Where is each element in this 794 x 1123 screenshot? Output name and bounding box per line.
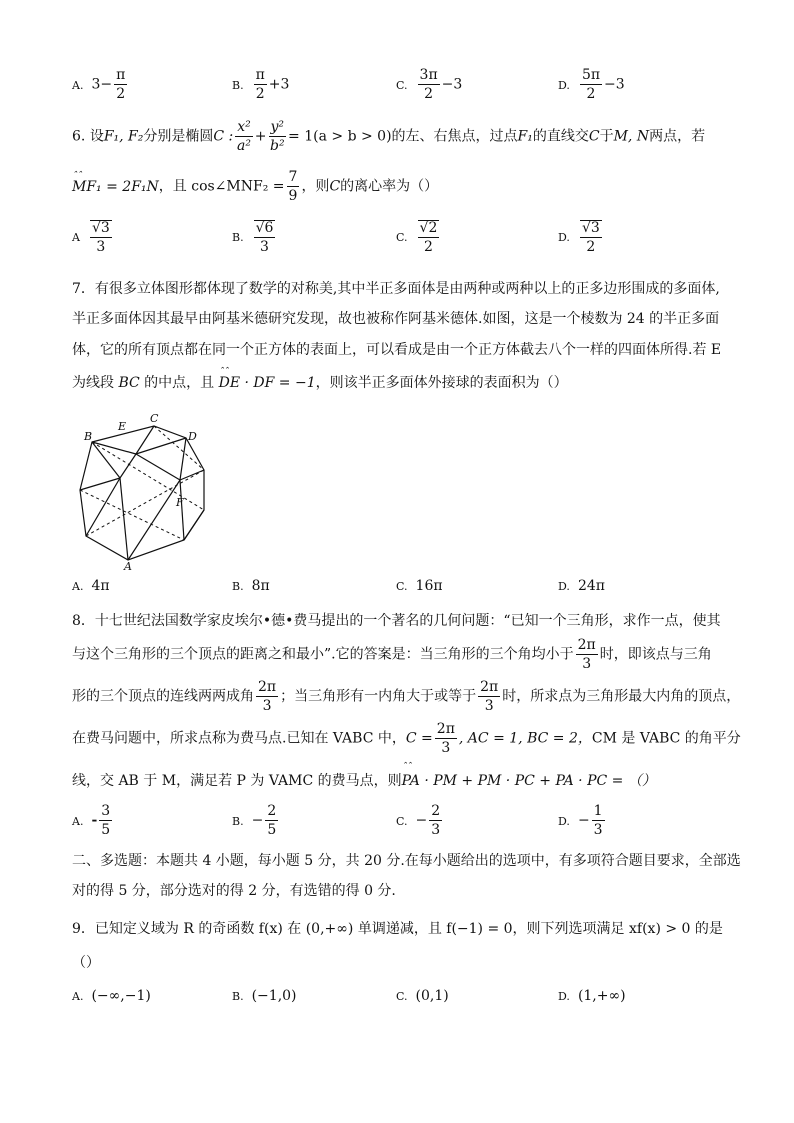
q8-option-c: C. − $\frac{2}{3}$ [396,803,441,838]
q8-option-b: B. − $\frac{2}{5}$ [232,803,277,838]
fraction: $\frac{2}{3}$ [431,803,441,838]
q9-option-a: A. (−∞,−1) [72,988,151,1004]
fraction: $\frac{√3}{2}$ [581,220,600,255]
q7-line-2: 半正多面体因其最早由阿基米德研究发现，故也被称作阿基米德体.如图，这是一个棱数为 24 的半正多面 [72,311,720,327]
fraction: $\frac{√6}{3}$ [255,220,274,255]
q9-line-1: 9．已知定义域为 R 的奇函数 f(x) 在 (0,+∞) 单调递减，且 f(−1) = 0，则下列选项满足 xf(x) > 0 的是 [72,921,723,937]
fraction: $\frac{2\pi}{3}$ [258,679,277,714]
q7-option-c: C. 16π [396,578,443,594]
fraction: $\frac{7}{9}$ [288,169,298,204]
label-E: E [118,420,127,433]
fraction: $\frac{1}{3}$ [593,803,603,838]
q6-option-b: B. $\frac{√6}{3}$ [232,220,274,255]
q6-option-c: C. $\frac{√2}{2}$ [396,220,438,255]
fraction: $\frac{√2}{2}$ [419,220,438,255]
fraction: $\frac{5\pi}{2}$ [581,67,601,102]
q7-line-3: 体，它的所有顶点都在同一个正方体的表面上，可以看成是由一个正方体截去八个一样的四面体所得.若 E [72,342,722,358]
label-F: F [176,496,184,509]
section-2-heading-line-2: 对的得 5 分，部分选对的得 2 分，有选错的得 0 分. [72,883,396,899]
q5-option-d: D. $\frac{5\pi}{2}$ −3 [558,67,625,102]
q8-line-2: 与这个三角形的三个顶点的距离之和最小”.它的答案是：当三角形的三个角均小于 $\frac{2\pi}{3}$ 时，即该点与三角 [72,637,712,672]
q8-option-d: D. − $\frac{1}{3}$ [558,803,603,838]
q6-option-d: D. $\frac{√3}{2}$ [558,220,600,255]
polyhedron-figure [76,410,216,570]
fraction: $\frac{\text{x²}}{\text{a²}}$ [237,119,251,154]
label-D: D [188,430,197,443]
q5-option-c: C. $\frac{3\pi}{2}$ −3 [396,67,463,102]
fraction: $\frac{3\pi}{2}$ [419,67,438,102]
q5-option-b: B. $\frac{\pi}{2}$ +3 [232,67,290,102]
q9-option-c: C. (0,1) [396,988,449,1004]
fraction: $\frac{\pi}{2}$ [255,67,265,102]
q7-option-d: D. 24π [558,578,605,594]
q8-line-4: 在费马问题中，所求点称为费马点.已知在 VABC 中，C = $\frac{2\pi}{3}$ , AC = 1, BC = 2，CM 是 VABC 的角平分 [72,721,741,756]
fraction: $\frac{2\pi}{3}$ [577,637,596,672]
fraction: $\frac{2\pi}{3}$ [480,679,499,714]
q8-line-3: 形的三个顶点的连线两两成角 $\frac{2\pi}{3}$ ；当三角形有一内角大于或等于 $\frac{2\pi}{3}$ 时，所求点为三角形最大内角的顶点， [72,679,741,714]
q6-option-a: A $\frac{√3}{3}$ [72,220,110,255]
fraction: $\frac{\pi}{2}$ [116,67,126,102]
fraction: $\frac{√3}{3}$ [91,220,110,255]
q8-option-a: A. - $\frac{3}{5}$ [72,803,111,838]
fraction: $\frac{2\pi}{3}$ [436,721,455,756]
q5-option-a: A. 3− $\frac{\pi}{2}$ [72,67,126,102]
section-2-heading-line-1: 二、多选题：本题共 4 小题，每小题 5 分，共 20 分.在每小题给出的选项中，有多项符合题目要求，全部选 [72,853,741,869]
q7-option-a: A. 4π [72,578,110,594]
label-A: A [124,560,132,570]
q6-line-1: 6. 设F₁, F₂分别是椭圆C : $\frac{\text{x²}}{\text{a²}}$ + $\frac{\text{y²}}{\text{b²}}$ = 1(a > b > 0)的左、右焦点，过点F₁的直线交C于M, N两点，若 [72,119,706,154]
label-B: B [84,430,93,443]
q6-line-2: ⌃⌃ MF₁ = 2F₁N，且 cos∠MNF₂ = $\frac{7}{9}$ ，则C的离心率为（） [72,170,754,203]
q7-option-b: B. 8π [232,578,270,594]
q7-line-1: 7．有很多立体图形都体现了数学的对称美,其中半正多面体是由两种或两种以上的正多边形围成的多面体, [72,281,720,297]
q7-line-4: 为线段 BC 的中点，且 ⌃⌃ DE · DF = −1，则该半正多面体外接球的表面积为（） [72,372,754,392]
label-C: C [150,412,159,425]
q8-line-1: 8．十七世纪法国数学家皮埃尔•德•费马提出的一个著名的几何问题：“已知一个三角形，求作一点，使其 [72,613,721,629]
q9-line-2: （） [72,955,100,971]
fraction: $\frac{2}{5}$ [267,803,277,838]
q9-option-b: B. (−1,0) [232,988,297,1004]
fraction: $\frac{3}{5}$ [101,803,111,838]
q8-line-5: 线，交 AB 于 M，满足若 P 为 VAMC 的费马点，则⌃⌃ PA · PM + PM · PC + PA · PC = （） [72,770,754,790]
fraction: $\frac{\text{y²}}{\text{b²}}$ [269,119,285,154]
q9-option-d: D. (1,+∞) [558,988,626,1004]
